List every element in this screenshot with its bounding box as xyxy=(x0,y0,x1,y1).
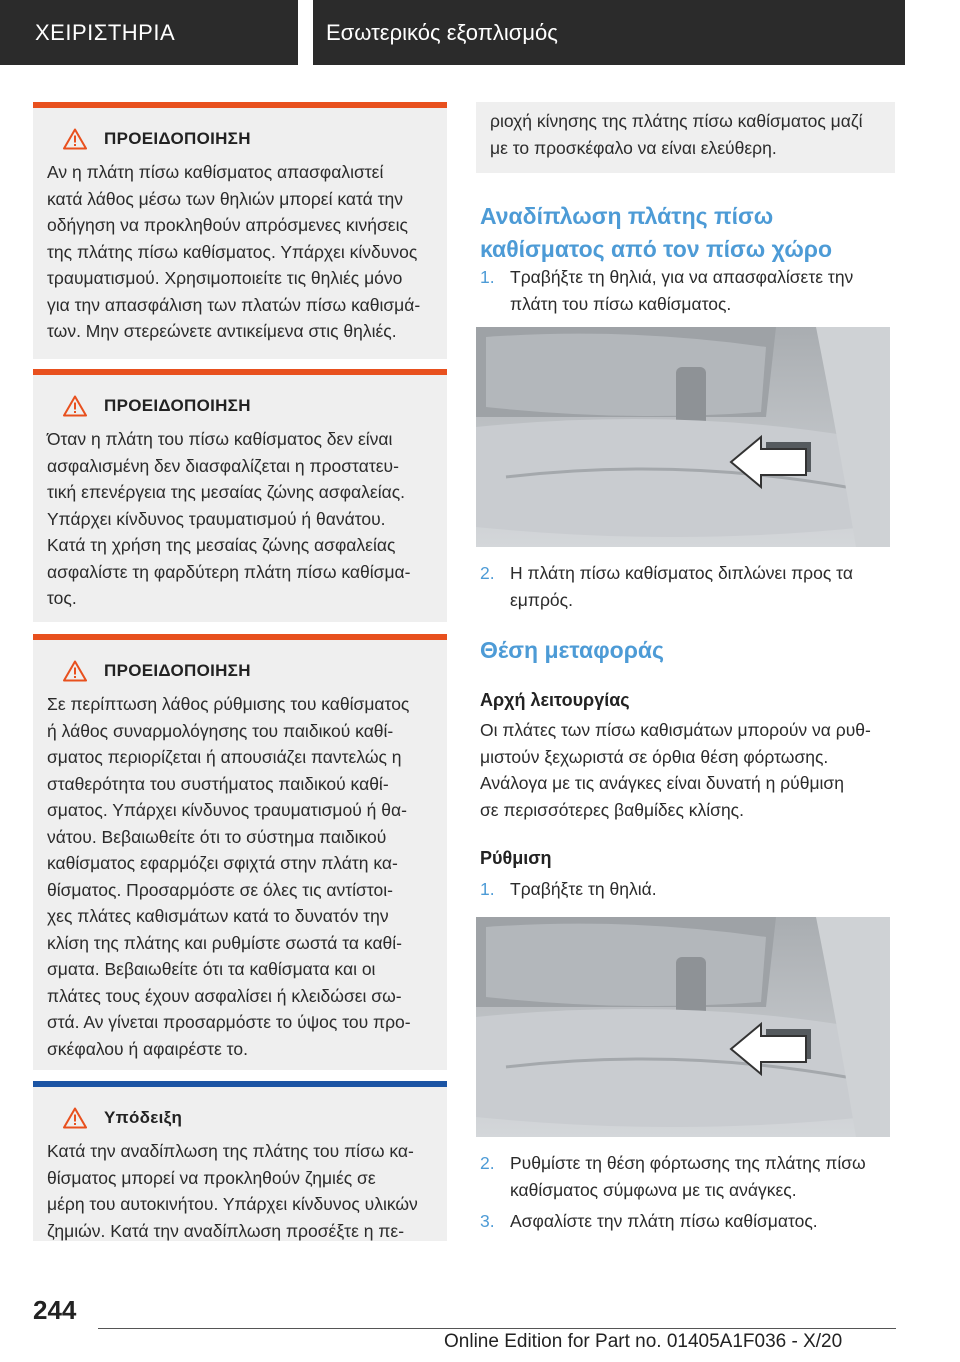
principle-title: Αρχή λειτουργίας xyxy=(480,690,630,710)
section-title: ΧΕΙΡΙΣΤΗΡΙΑ xyxy=(35,20,176,45)
warning-box-3 xyxy=(33,634,447,1070)
warning-bar xyxy=(33,634,447,640)
text-line: κλίση της πλάτης και ρυθμίστε σωστά τα καθί- xyxy=(47,932,403,953)
text-line: ριοχή κίνησης της πλάτης πίσω καθίσματος μαζί xyxy=(490,111,863,131)
footer-text: Online Edition for Part no. 01405A1F036 - X/20 xyxy=(444,1331,843,1352)
warning-heading xyxy=(63,657,447,685)
text-line: σματα. Βεβαιωθείτε ότι τα καθίσματα και οι xyxy=(47,959,376,979)
note-heading xyxy=(63,1104,447,1132)
step-text xyxy=(510,1150,900,1204)
cargo-heading: Θέση μεταφοράς xyxy=(480,637,665,663)
text-line: Όταν η πλάτη του πίσω καθίσματος δεν είναι xyxy=(47,429,393,449)
text-line: οδήγηση να προκληθούν απρόσμενες κινήσεις xyxy=(47,215,408,235)
step-text xyxy=(510,876,900,903)
text-line: Οι πλάτες των πίσω καθισμάτων μπορούν να ρυθ- xyxy=(480,720,871,740)
fold-heading xyxy=(480,200,832,266)
section-tab xyxy=(0,0,298,65)
text-line: χες πλάτες καθισμάτων κατά το δυνατόν την xyxy=(47,906,389,926)
step-number: 3. xyxy=(480,1211,495,1231)
text-line: σε περισσότερες βαθμίδες κλίσης. xyxy=(480,799,744,820)
warning-triangle-icon xyxy=(63,395,87,417)
warning-heading xyxy=(63,125,447,153)
seat-photo-1 xyxy=(476,327,890,547)
note-text xyxy=(47,1138,433,1244)
text-line: με το προσκέφαλο να είναι ελεύθερη. xyxy=(490,138,777,158)
text-line: κατά λάθος μέσω των θηλιών μπορεί κατά την xyxy=(47,188,404,209)
text-line: σκέφαλου ή αφαιρέστε το. xyxy=(47,1038,248,1059)
step-number: 1. xyxy=(480,879,495,899)
warning-triangle-icon xyxy=(63,1107,87,1129)
text-line: Αν η πλάτη πίσω καθίσματος απασφαλιστεί xyxy=(47,162,384,182)
text-line: μέρη του αυτοκινήτου. Υπάρχει κίνδυνος υλικών xyxy=(47,1194,418,1214)
seat-photo-2 xyxy=(476,917,890,1137)
step-number: 1. xyxy=(480,267,495,287)
warning-title: ΠΡΟΕΙΔΟΠΟΙΗΣΗ xyxy=(104,396,251,415)
warning-bar xyxy=(33,369,447,375)
step-number: 2. xyxy=(480,1153,495,1173)
text-line: σματος. Υπάρχει κίνδυνος τραυματισμού ή θα- xyxy=(47,800,407,820)
continuation-text xyxy=(490,108,881,162)
page-header xyxy=(0,0,960,65)
warning-title: ΠΡΟΕΙΔΟΠΟΙΗΣΗ xyxy=(104,129,251,148)
text-line: Υπάρχει κίνδυνος τραυματισμού ή θανάτου. xyxy=(47,508,386,529)
adjust-step-3 xyxy=(480,1208,900,1235)
text-line: της πλάτης πίσω καθίσματος. Υπάρχει κίνδυνος xyxy=(47,241,418,262)
text-line: εμπρός. xyxy=(510,590,573,610)
text-line: Κατά τη χρήση της μεσαίας ζώνης ασφαλείας xyxy=(47,535,396,555)
rear-seat-illustration xyxy=(476,917,890,1137)
warning-box-2 xyxy=(33,369,447,622)
note-continuation xyxy=(476,102,895,173)
text-line: τική επενέργεια της μεσαίας ζώνης ασφαλείας. xyxy=(47,482,406,502)
text-line: Σε περίπτωση λάθος ρύθμισης του καθίσματος xyxy=(47,694,410,714)
text-line: ασφαλίστε τη φαρδύτερη πλάτη πίσω καθίσμα- xyxy=(47,561,411,582)
heading-line: καθίσματος από τον πίσω χώρο xyxy=(480,236,833,262)
chapter-tab xyxy=(313,0,905,65)
text-line: νάτου. Βεβαιωθείτε ότι το σύστημα παιδικού xyxy=(47,826,387,847)
text-line: Τραβήξτε τη θηλιά. xyxy=(510,879,657,899)
adjust-title: Ρύθμιση xyxy=(480,848,552,868)
text-line: καθίσματος σύμφωνα με τις ανάγκες. xyxy=(510,1180,797,1200)
text-line: Ανάλογα με τις ανάγκες είναι δυνατή η ρύθμιση xyxy=(480,773,844,793)
step-text xyxy=(510,1208,900,1235)
text-line: τραυματισμού. Χρησιμοποιείτε τις θηλιές μόνο xyxy=(47,268,403,288)
text-line: στά. Αν γίνεται προσαρμόστε το ύψος του προ- xyxy=(47,1012,411,1032)
text-line: σταθερότητα του συστήματος παιδικού καθί- xyxy=(47,773,389,794)
step-text xyxy=(510,560,900,614)
text-line: Ρυθμίστε τη θέση φόρτωσης της πλάτης πίσω xyxy=(510,1153,866,1173)
warning-text xyxy=(47,691,433,1062)
note-box xyxy=(33,1081,447,1241)
warning-box-1 xyxy=(33,102,447,359)
text-line: πλάτη του πίσω καθίσματος. xyxy=(510,294,732,314)
heading-line: Αναδίπλωση πλάτης πίσω xyxy=(480,203,774,229)
text-line: ασφαλισμένη δεν διασφαλίζεται η προστατευ- xyxy=(47,455,399,476)
rear-seat-illustration xyxy=(476,327,890,547)
fold-step-1 xyxy=(480,264,900,318)
warning-title: ΠΡΟΕΙΔΟΠΟΙΗΣΗ xyxy=(104,661,251,680)
warning-triangle-icon xyxy=(63,128,87,150)
warning-heading xyxy=(63,392,447,420)
text-line: των. Μην στερεώνετε αντικείμενα στις θηλιές. xyxy=(47,321,397,341)
step-number: 2. xyxy=(480,563,495,583)
footer-rule xyxy=(98,1328,896,1329)
text-line: θίσματος μπορεί να προκληθούν ζημιές σε xyxy=(47,1167,376,1188)
adjust-step-2 xyxy=(480,1150,900,1204)
warning-triangle-icon xyxy=(63,660,87,682)
principle-text xyxy=(480,717,900,823)
note-title: Υπόδειξη xyxy=(104,1108,183,1127)
text-line: θίσματος. Προσαρμόστε σε όλες τις αντίστοι- xyxy=(47,879,393,900)
text-line: καθίσματος εφαρμόζει σφιχτά στην πλάτη κα- xyxy=(47,853,398,873)
chapter-title: Εσωτερικός εξοπλισμός xyxy=(326,20,558,45)
adjust-step-1 xyxy=(480,876,900,903)
text-line: τος. xyxy=(47,588,77,608)
text-line: Η πλάτη πίσω καθίσματος διπλώνει προς τα xyxy=(510,563,853,583)
page-number: 244 xyxy=(33,1295,77,1325)
text-line: Κατά την αναδίπλωση της πλάτης του πίσω κα- xyxy=(47,1141,414,1161)
warning-bar xyxy=(33,102,447,108)
text-line: σματος περιορίζεται ή απουσιάζει παντελώς η xyxy=(47,747,402,767)
text-line: Ασφαλίστε την πλάτη πίσω καθίσματος. xyxy=(510,1211,818,1231)
text-line: μιστούν ξεχωριστά σε όρθια θέση φόρτωσης. xyxy=(480,746,829,767)
text-line: ή λάθος συναρμολόγησης του παιδικού καθί- xyxy=(47,720,394,741)
warning-text xyxy=(47,426,433,612)
text-line: Τραβήξτε τη θηλιά, για να απασφαλίσετε την xyxy=(510,267,854,287)
text-line: πλάτες τους έχουν ασφαλίσει ή κλειδώσει σω- xyxy=(47,985,402,1006)
note-bar xyxy=(33,1081,447,1087)
step-text xyxy=(510,264,900,318)
text-line: για την απασφάλιση των πλατών πίσω καθισμά- xyxy=(47,294,421,315)
text-line: ζημιών. Κατά την αναδίπλωση προσέξτε η πε- xyxy=(47,1220,405,1241)
fold-step-2 xyxy=(480,560,900,614)
warning-text xyxy=(47,159,433,345)
